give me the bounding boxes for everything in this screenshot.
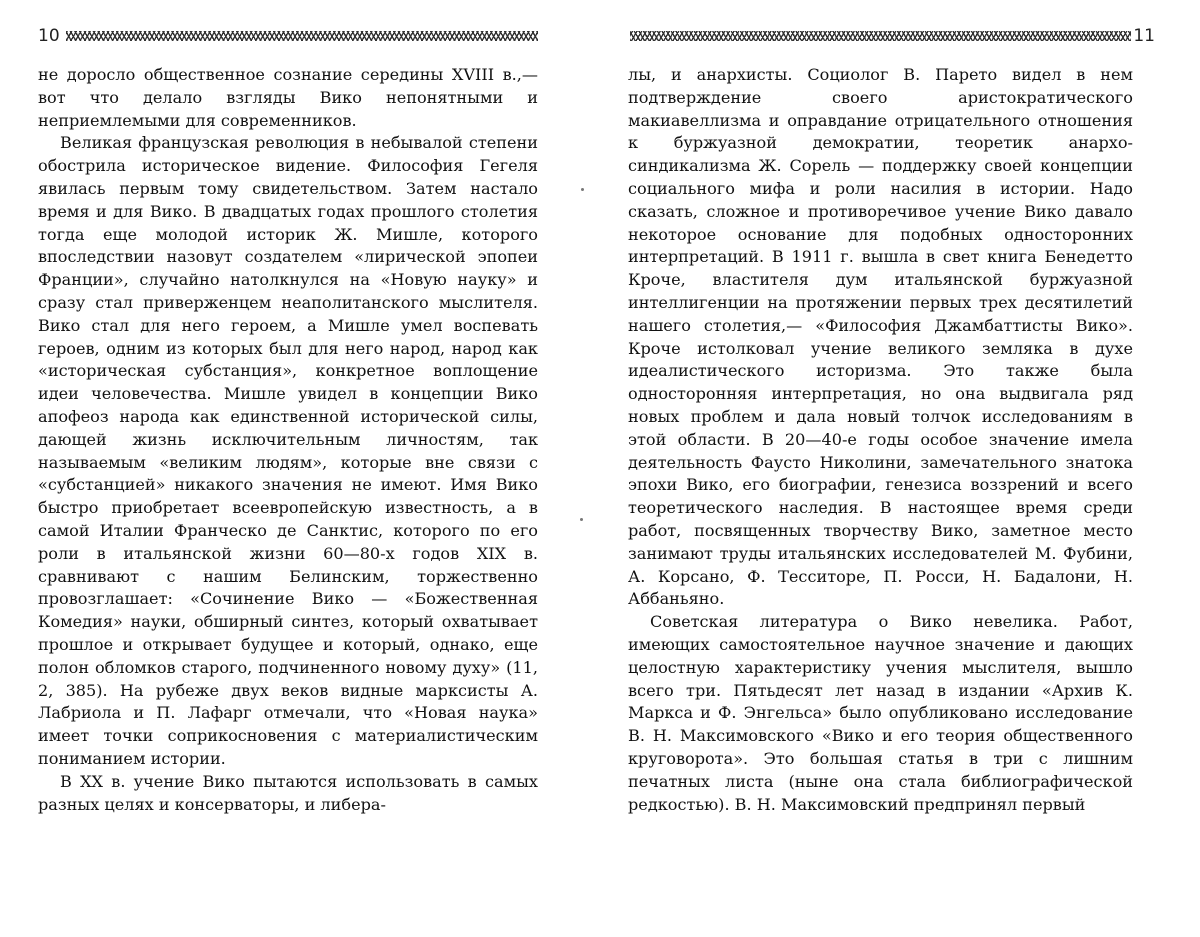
paragraph: В XX в. учение Вико пытаются использовать в самых разных целях и консерваторы, и либера- bbox=[38, 771, 538, 814]
decorative-rule bbox=[66, 31, 538, 41]
scan-speck bbox=[580, 518, 583, 521]
paragraph: Великая французская революция в небывалой степени обострила историческое видение. Философия Гегеля явилась первым тому свидетельством. Затем настало время и для Вико. В двадцатых годах прошлого столетия тогда еще молодой историк Ж. Мишле, которого впоследствии назовут создателем «лирической эпопеи Франции», случайно натолкнулся на «Новую науку» и сразу стал приверженцем неаполитанского мыслителя. Вико стал для него героем, а Мишле умел воспевать героев, одним из которых был для него народ, народ как «историческая субстанция», конкретное воплощение идеи человечества. Мишле увидел в концепции Вико апофеоз народа как единственной исторической силы, дающей жизнь исключительным личностям, так называемым «великим людям», которые вне связи с «субстанцией» никакого значения не имеют. Имя Вико быстро приобретает всеевропейскую известность, а в самой Италии Франческо де Санктис, которого по его роли в итальянской жизни 60—80-х годов XIX в. сравнивают с нашим Белинским, торжественно провозглашает: «Сочинение Вико — «Божественная Комедия» науки, обширный синтез, который охватывает прошлое и открывает будущее и который, однако, еще полон обломков старого, подчиненного новому духу» (11, 2, 385). На рубеже двух веков видные марксисты А. Лабриола и П. Лафарг отмечали, что «Новая наука» имеет точки соприкосновения с материалистическим пониманием истории. bbox=[38, 133, 538, 768]
scan-speck bbox=[581, 188, 584, 191]
right-page-header bbox=[630, 26, 1155, 46]
left-page-text bbox=[38, 64, 538, 816]
left-page-header bbox=[38, 26, 538, 46]
decorative-rule bbox=[630, 31, 1131, 41]
page-gutter bbox=[590, 0, 606, 937]
right-page-number: 11 bbox=[1133, 26, 1155, 46]
paragraph: не доросло общественное сознание середины XVIII в.,— вот что делало взгляды Вико непонятными и неприемлемыми для современников. bbox=[38, 65, 538, 130]
left-page-number: 10 bbox=[38, 26, 60, 46]
right-page-text bbox=[628, 64, 1133, 816]
paragraph: лы, и анархисты. Социолог В. Парето видел в нем подтверждение своего аристократического макиавеллизма и оправдание отрицательного отношения к буржуазной демократии, теоретик анархо-синдикализма Ж. Сорель — поддержку своей концепции социального мифа и роли насилия в истории. Надо сказать, сложное и противоречивое учение Вико давало некоторое основание для подобных односторонних интерпретаций. В 1911 г. вышла в свет книга Бенедетто Кроче, властителя дум итальянской буржуазной интеллигенции на протяжении первых трех десятилетий нашего столетия,— «Философия Джамбаттисты Вико». Кроче истолковал учение великого земляка в духе идеалистического историзма. Это также была односторонняя интерпретация, но она выдвигала ряд новых проблем и дала новый толчок исследованиям в этой области. В 20—40-е годы особое значение имела деятельность Фаусто Николини, замечательного знатока эпохи Вико, его биографии, генезиса воззрений и всего теоретического наследия. В настоящее время среди работ, посвященных творчеству Вико, заметное место занимают труды итальянских исследователей М. Фубини, А. Корсано, Ф. Тесситоре, П. Росси, Н. Бадалони, Н. Аббаньяно. bbox=[628, 65, 1133, 609]
left-page bbox=[0, 0, 590, 937]
right-page bbox=[606, 0, 1200, 937]
paragraph: Советская литература о Вико невелика. Работ, имеющих самостоятельное научное значение и дающих целостную характеристику учения мыслителя, вышло всего три. Пятьдесят лет назад в издании «Архив К. Маркса и Ф. Энгельса» было опубликовано исследование В. Н. Максимовского «Вико и его теория общественного круговорота». Это большая статья в три с лишним печатных листа (ныне она стала библиографической редкостью). В. Н. Максимовский предпринял первый bbox=[628, 612, 1133, 814]
